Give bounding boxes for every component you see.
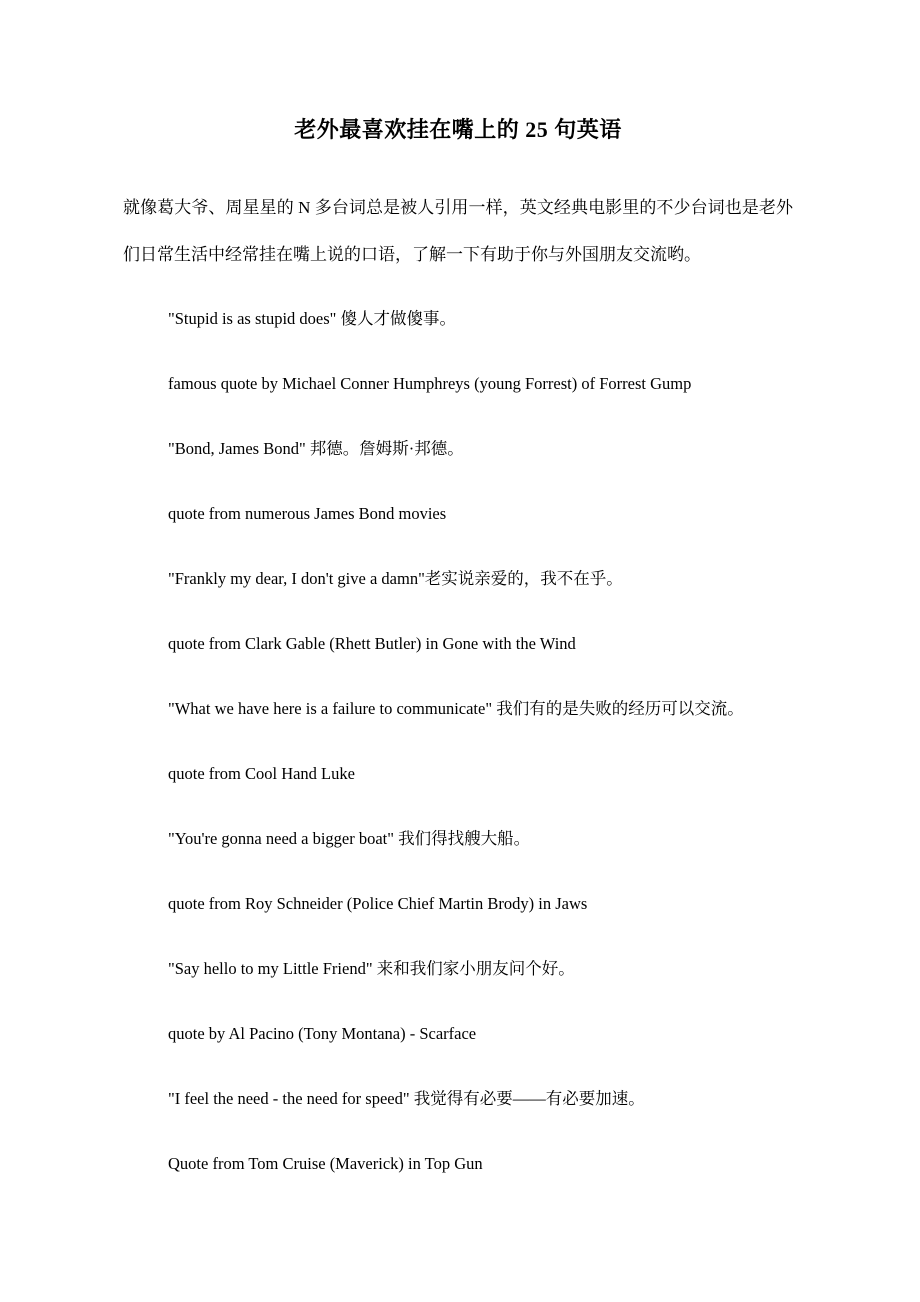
- attribution-line: quote from numerous James Bond movies: [168, 504, 447, 523]
- movie-quote-line: "What we have here is a failure to communicate" 我们有的是失败的经历可以交流。: [168, 699, 744, 718]
- attribution-line: quote from Cool Hand Luke: [168, 764, 355, 783]
- movie-quote-line: "Frankly my dear, I don't give a damn"老实说亲爱的，我不在乎。: [168, 569, 623, 588]
- movie-quote-line: "Bond, James Bond" 邦德。詹姆斯·邦德。: [168, 439, 464, 458]
- attribution-line: quote from Roy Schneider (Police Chief Martin Brody) in Jaws: [168, 894, 588, 913]
- attribution-line: Quote from Tom Cruise (Maverick) in Top Gun: [168, 1154, 483, 1173]
- attribution-line: quote from Clark Gable (Rhett Butler) in Gone with the Wind: [168, 634, 576, 653]
- movie-quote-line: "Say hello to my Little Friend" 来和我们家小朋友问个好。: [168, 959, 575, 978]
- attribution-line: quote by Al Pacino (Tony Montana) - Scarface: [168, 1024, 477, 1043]
- intro-paragraph: 就像葛大爷、周星星的 N 多台词总是被人引用一样，英文经典电影里的不少台词也是老外们日常生活中经常挂在嘴上说的口语，了解一下有助于你与外国朋友交流哟。: [123, 198, 793, 264]
- movie-quote-line: "Stupid is as stupid does" 傻人才做傻事。: [168, 309, 457, 328]
- attribution-line: famous quote by Michael Conner Humphreys (young Forrest) of Forrest Gump: [168, 374, 692, 393]
- movie-quote-line: "You're gonna need a bigger boat" 我们得找艘大船。: [168, 829, 531, 848]
- movie-quote-line: "I feel the need - the need for speed" 我觉得有必要——有必要加速。: [168, 1089, 645, 1108]
- document-title: 老外最喜欢挂在嘴上的 25 句英语: [294, 117, 622, 142]
